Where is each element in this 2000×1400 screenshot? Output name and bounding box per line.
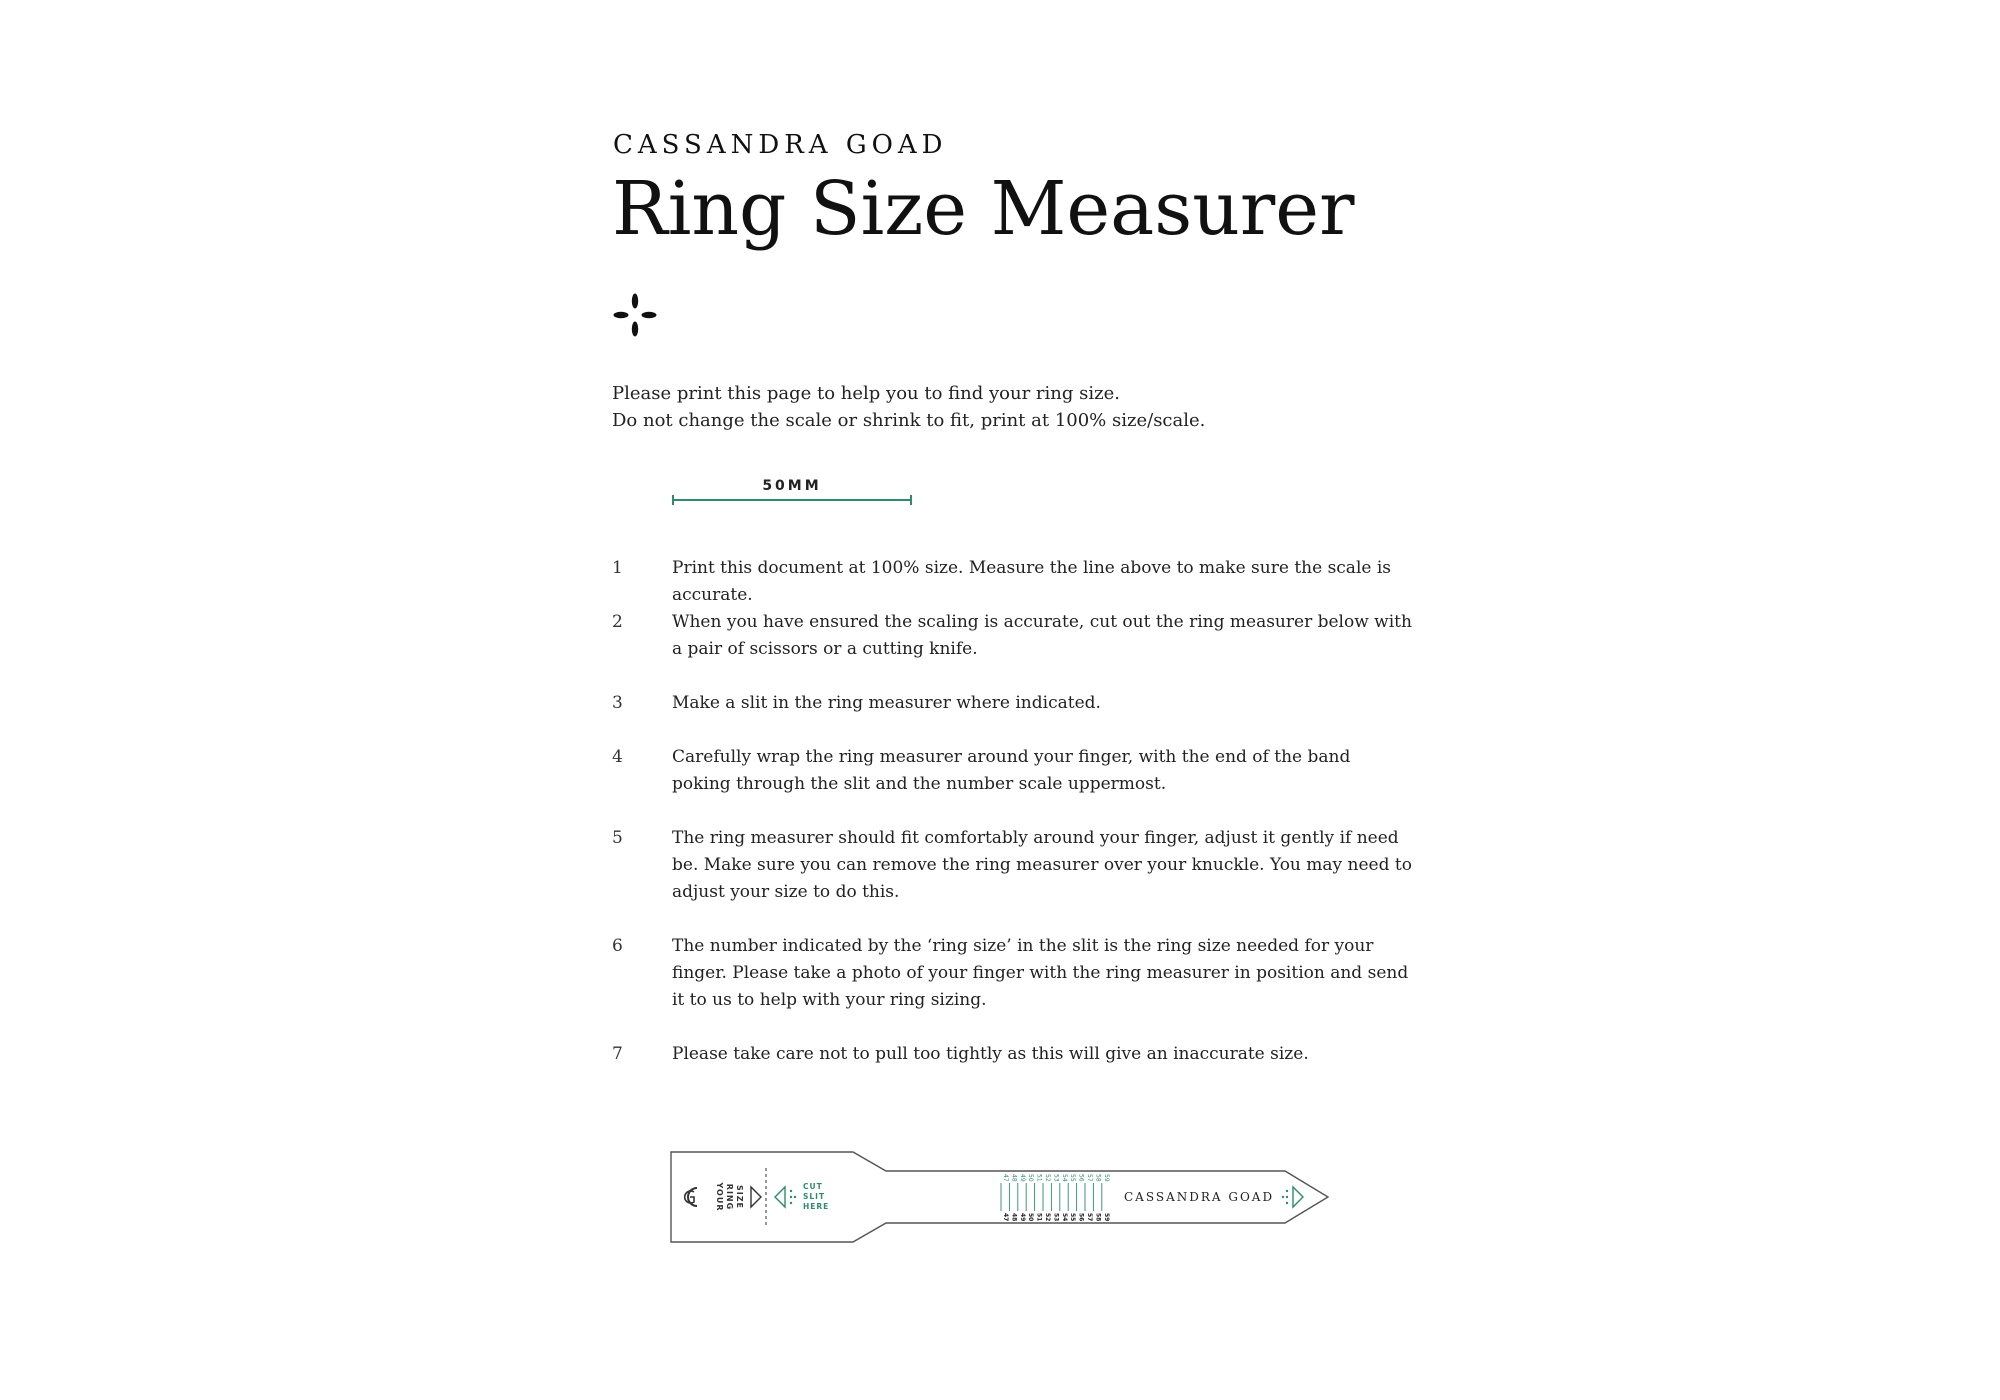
strip-brand-name: CASSANDRA GOAD xyxy=(1124,1190,1275,1204)
size-label-top: 55 xyxy=(1069,1174,1077,1182)
step-number: 4 xyxy=(612,747,623,767)
your-ring-size-line-2: RING xyxy=(725,1183,734,1211)
size-label-top: 59 xyxy=(1102,1174,1110,1182)
step-text: The number indicated by the ‘ring size’ in the slit is the ring size needed for your finger. Please take a photo of your finger with the ring measurer in position and send it to us to help with your ring sizing. xyxy=(672,936,1409,1010)
step-number: 1 xyxy=(612,558,623,578)
ring-measurer-cutout xyxy=(670,1150,1332,1244)
size-label-top: 57 xyxy=(1086,1174,1093,1182)
size-label-bottom: 57 xyxy=(1086,1213,1093,1222)
size-label-bottom: 58 xyxy=(1094,1213,1102,1222)
size-label-top: 49 xyxy=(1018,1174,1026,1182)
step-number: 2 xyxy=(612,612,623,632)
ring-measurer-strip xyxy=(670,1150,1332,1244)
size-label-top: 54 xyxy=(1060,1174,1068,1182)
intro-text xyxy=(612,380,1512,434)
size-label-top: 47 xyxy=(1002,1174,1009,1182)
step-text: Make a slit in the ring measurer where indicated. xyxy=(672,693,1101,713)
size-label-top: 56 xyxy=(1077,1174,1085,1182)
your-ring-size-line-3: SIZE xyxy=(735,1184,744,1210)
size-label-bottom: 55 xyxy=(1069,1213,1077,1222)
size-label-bottom: 54 xyxy=(1060,1213,1068,1222)
size-label-bottom: 59 xyxy=(1102,1213,1110,1222)
size-label-top: 51 xyxy=(1035,1174,1043,1182)
intro-line-1: Please print this page to help you to find your ring size. xyxy=(612,383,1120,404)
cut-label-line-2: SLIT xyxy=(803,1192,826,1201)
size-label-bottom: 53 xyxy=(1052,1213,1060,1222)
step-text: Print this document at 100% size. Measure the line above to make sure the scale is accurate. xyxy=(672,558,1392,605)
step-number: 3 xyxy=(612,693,623,713)
size-label-top: 53 xyxy=(1052,1174,1060,1182)
scale-bar-label: 50MM xyxy=(762,478,822,494)
step-number: 6 xyxy=(612,936,623,956)
step-number: 7 xyxy=(612,1044,623,1064)
flower-ornament-icon xyxy=(612,292,658,338)
size-label-top: 52 xyxy=(1044,1174,1051,1182)
size-label-top: 50 xyxy=(1027,1174,1035,1182)
size-label-bottom: 50 xyxy=(1027,1213,1035,1222)
size-label-bottom: 47 xyxy=(1002,1213,1009,1222)
step-number: 5 xyxy=(612,828,623,848)
cut-label-line-3: HERE xyxy=(803,1202,830,1211)
your-ring-size-line-1: YOUR xyxy=(715,1182,724,1212)
size-label-bottom: 49 xyxy=(1018,1213,1026,1222)
size-label-top: 48 xyxy=(1010,1174,1018,1182)
size-label-bottom: 48 xyxy=(1010,1213,1018,1222)
scale-bar-line xyxy=(672,494,912,506)
cut-label-line-1: CUT xyxy=(803,1182,823,1191)
size-label-bottom: 56 xyxy=(1077,1213,1085,1222)
size-label-bottom: 51 xyxy=(1035,1213,1043,1222)
size-label-top: 58 xyxy=(1094,1174,1102,1182)
page-title: Ring Size Measurer xyxy=(612,166,1355,252)
brand-name: CASSANDRA GOAD xyxy=(613,130,948,160)
step-text: The ring measurer should fit comfortably around your finger, adjust it gently if need be. Make sure you can remove the ring measurer over your knuckle. You may need to adjust your size to do this. xyxy=(672,828,1412,902)
step-text: Please take care not to pull too tightly as this will give an inaccurate size. xyxy=(672,1044,1309,1064)
step-text: Carefully wrap the ring measurer around your finger, with the end of the band poking through the slit and the number scale uppermost. xyxy=(672,747,1351,794)
size-label-bottom: 52 xyxy=(1044,1213,1051,1222)
step-text: When you have ensured the scaling is accurate, cut out the ring measurer below with a pair of scissors or a cutting knife. xyxy=(672,612,1412,659)
scale-bar xyxy=(672,478,912,504)
your-ring-size-label xyxy=(715,1182,744,1212)
intro-line-2: Do not change the scale or shrink to fit, print at 100% size/scale. xyxy=(612,410,1206,431)
